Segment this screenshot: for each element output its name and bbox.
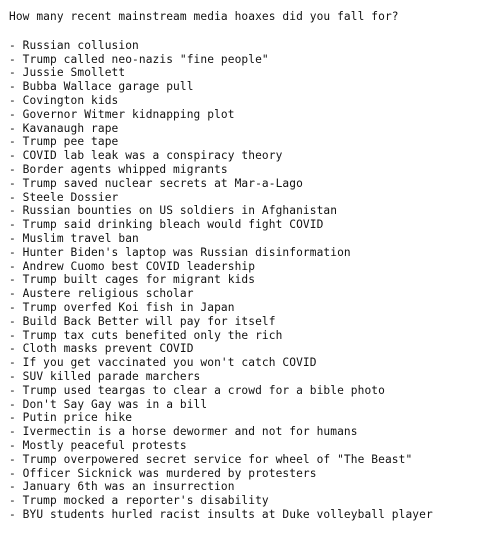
- list-item: - Officer Sicknick was murdered by protesters: [9, 466, 317, 480]
- list-item: - Don't Say Gay was in a bill: [9, 397, 208, 411]
- list-item: - Border agents whipped migrants: [9, 162, 228, 176]
- list-item: - Mostly peaceful protests: [9, 438, 187, 452]
- list-item: - Austere religious scholar: [9, 287, 194, 301]
- list-item: - January 6th was an insurrection: [9, 480, 235, 494]
- list-item: - COVID lab leak was a conspiracy theory: [9, 149, 283, 163]
- list-item: - Build Back Better will pay for itself: [9, 314, 276, 328]
- list-item: - SUV killed parade marchers: [9, 369, 201, 383]
- list-item: - Bubba Wallace garage pull: [9, 80, 194, 94]
- list-item: - Ivermectin is a horse dewormer and not for humans: [9, 425, 358, 439]
- list-item: - BYU students hurled racist insults at Duke volleyball player: [9, 507, 433, 521]
- list-item: - Steele Dossier: [9, 190, 119, 204]
- list-item: - Muslim travel ban: [9, 231, 139, 245]
- list-item: - Governor Witmer kidnapping plot: [9, 107, 235, 121]
- list-item: - Trump used teargas to clear a crowd for a bible photo: [9, 383, 385, 397]
- list-item: - Russian collusion: [9, 38, 139, 52]
- list-item: - Cloth masks prevent COVID: [9, 342, 194, 356]
- list-item: - Putin price hike: [9, 411, 133, 425]
- list-item: - Kavanaugh rape: [9, 121, 119, 135]
- list-item: - Trump said drinking bleach would fight COVID: [9, 218, 324, 232]
- hoax-list: [9, 39, 479, 522]
- list-item: - Hunter Biden's laptop was Russian disinformation: [9, 245, 351, 259]
- list-item: - Russian bounties on US soldiers in Afghanistan: [9, 204, 338, 218]
- list-item: - Andrew Cuomo best COVID leadership: [9, 259, 256, 273]
- list-item: - Trump tax cuts benefited only the rich: [9, 328, 283, 342]
- page-heading: How many recent mainstream media hoaxes did you fall for?: [9, 10, 399, 23]
- list-item: - If you get vaccinated you won't catch COVID: [9, 356, 317, 370]
- spacer: [9, 24, 479, 39]
- list-item: - Covington kids: [9, 93, 119, 107]
- list-item: - Trump built cages for migrant kids: [9, 273, 256, 287]
- list-item: - Trump overpowered secret service for wheel of "The Beast": [9, 452, 413, 466]
- list-item: - Trump mocked a reporter's disability: [9, 494, 269, 508]
- list-item: - Trump overfed Koi fish in Japan: [9, 300, 235, 314]
- list-item: - Jussie Smollett: [9, 66, 126, 80]
- list-item: - Trump pee tape: [9, 135, 119, 149]
- list-item: - Trump called neo-nazis "fine people": [9, 52, 269, 66]
- list-item: - Trump saved nuclear secrets at Mar-a-Lago: [9, 176, 303, 190]
